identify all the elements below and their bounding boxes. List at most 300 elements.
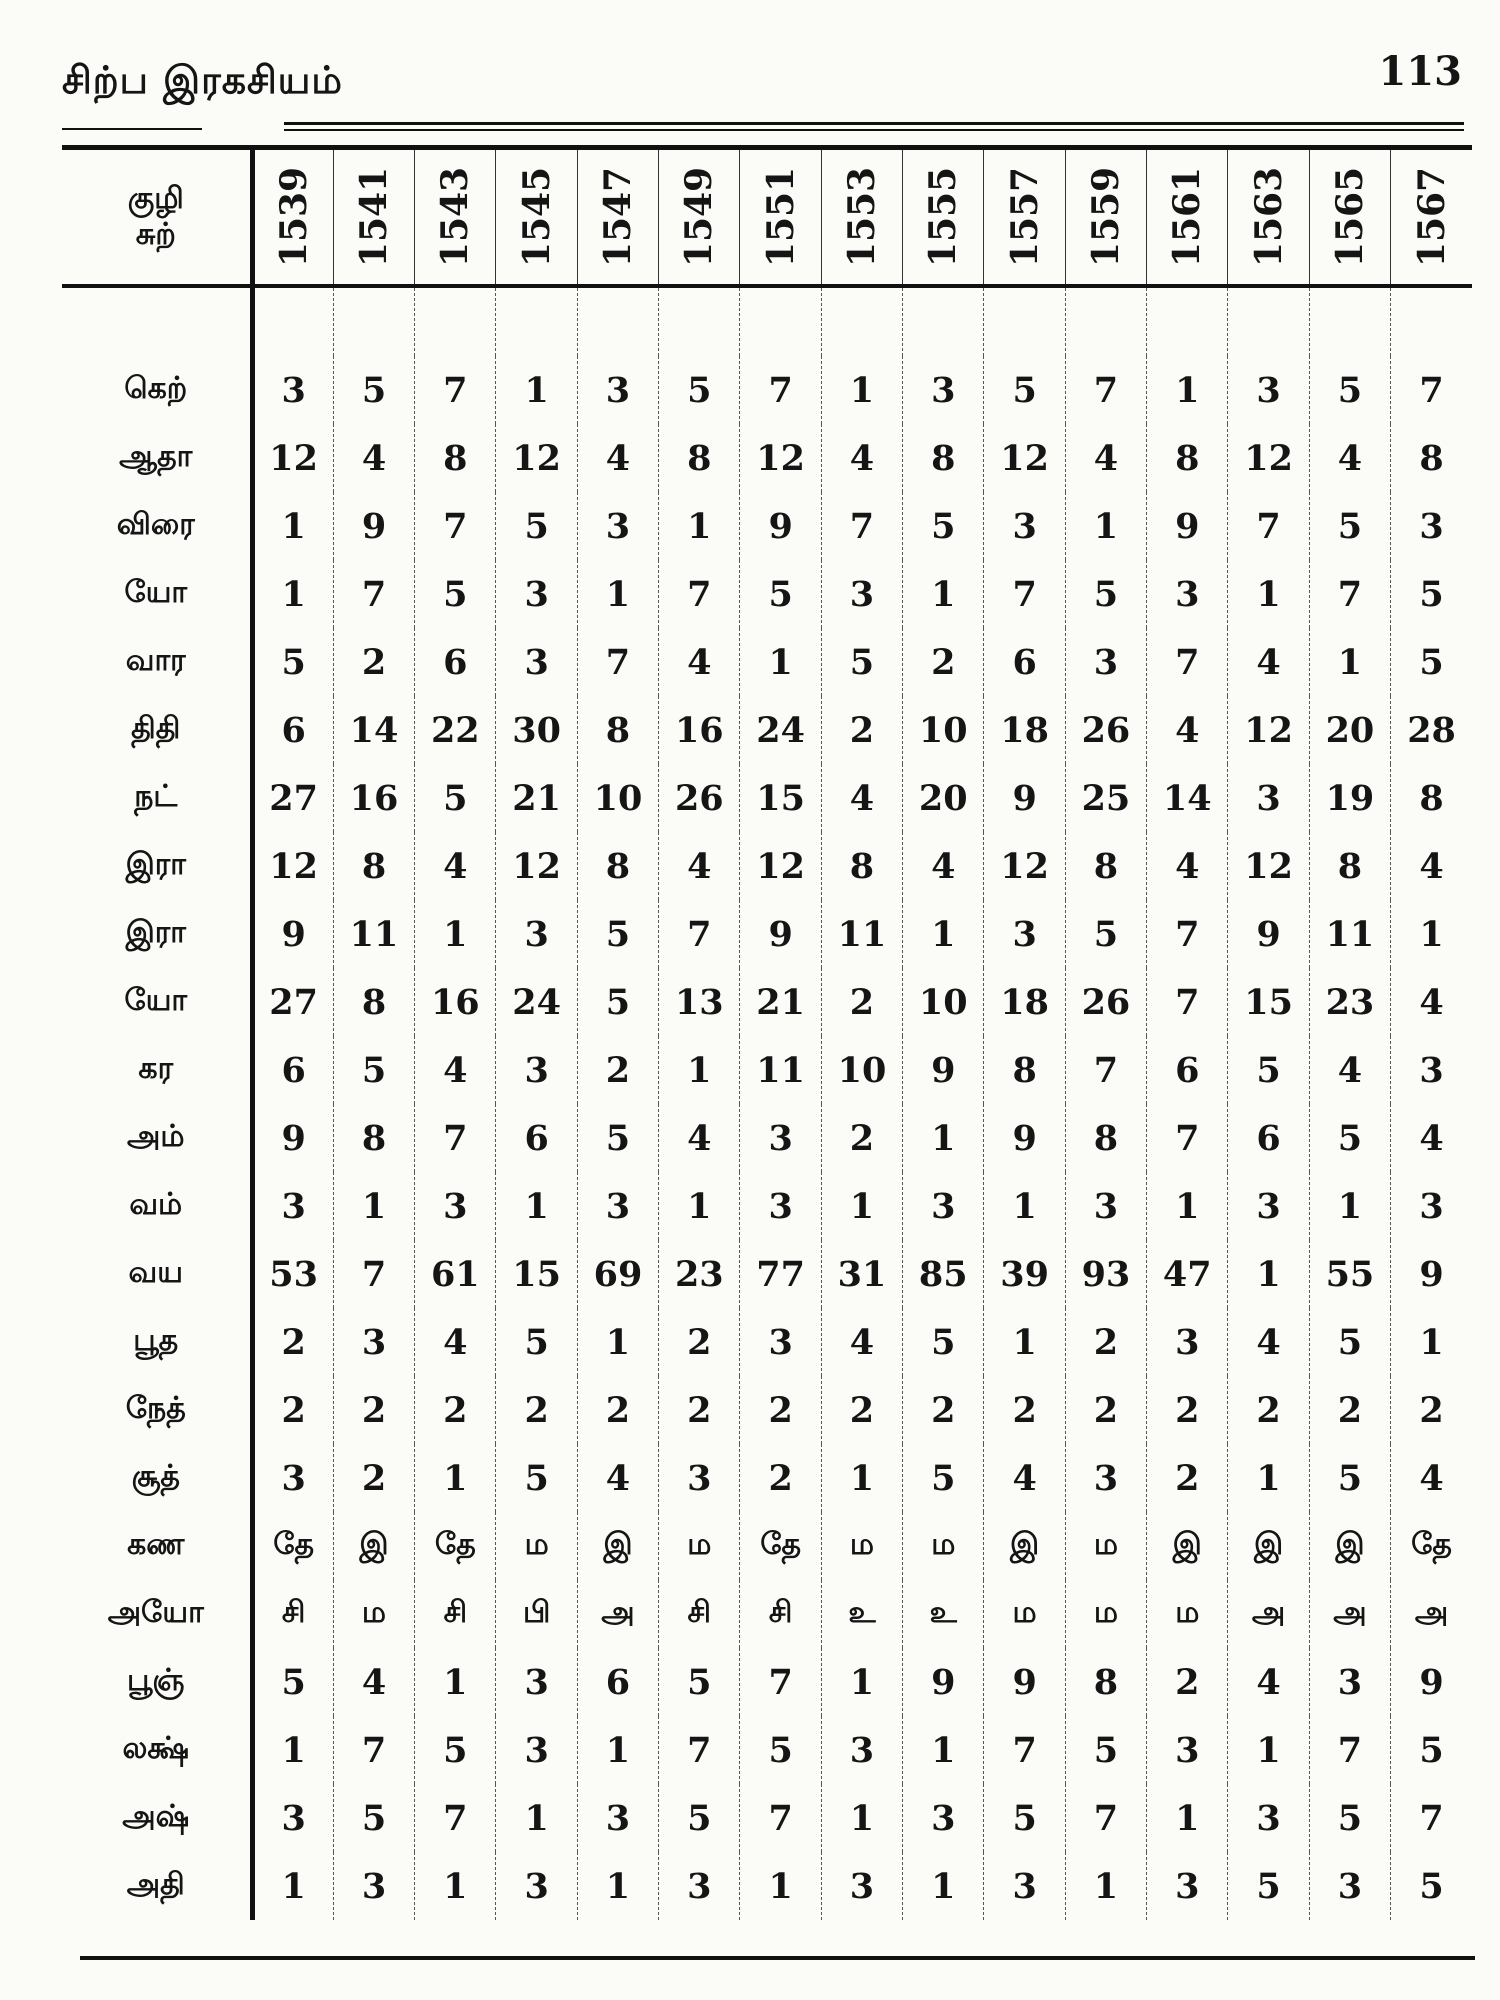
table-cell: 1 [415, 900, 496, 968]
table-cell: 12 [984, 832, 1065, 900]
table-cell: 1 [252, 492, 333, 560]
table-cell: 11 [821, 900, 902, 968]
spacer-cell [1228, 286, 1309, 356]
table-cell: 12 [1228, 832, 1309, 900]
table-cell: 5 [740, 1716, 821, 1784]
table-cell: அ [1309, 1580, 1390, 1648]
table-cell: 2 [1147, 1648, 1228, 1716]
table-cell: 2 [1147, 1444, 1228, 1512]
table-cell: 5 [1228, 1852, 1309, 1920]
table-row [62, 764, 1472, 832]
table-cell: 22 [415, 696, 496, 764]
table-cell: 8 [821, 832, 902, 900]
table-cell: 1 [1228, 560, 1309, 628]
year-label: 1551 [759, 166, 802, 268]
table-cell: 18 [984, 968, 1065, 1036]
table-cell: 3 [821, 560, 902, 628]
table-cell: 1 [1147, 356, 1228, 424]
table-cell: 3 [1309, 1852, 1390, 1920]
table-cell: 2 [1065, 1376, 1146, 1444]
table-cell: 9 [1391, 1648, 1472, 1716]
table-cell: 7 [659, 1716, 740, 1784]
table-cell: 5 [415, 1716, 496, 1784]
table-cell: 26 [659, 764, 740, 832]
row-label: லக்ஷ் [62, 1716, 252, 1784]
table-cell: 5 [415, 764, 496, 832]
table-cell: 1 [1228, 1444, 1309, 1512]
table-cell: 1 [577, 1308, 658, 1376]
table-cell: 3 [1228, 356, 1309, 424]
table-cell: 4 [821, 1308, 902, 1376]
table-cell: 1 [659, 492, 740, 560]
table-cell: 6 [496, 1104, 577, 1172]
table-row [62, 1376, 1472, 1444]
table-cell: 1 [333, 1172, 414, 1240]
spacer-cell [577, 286, 658, 356]
table-cell: தே [252, 1512, 333, 1580]
year-header [1065, 150, 1146, 286]
table-cell: 1 [577, 1716, 658, 1784]
table-cell: 4 [1309, 424, 1390, 492]
row-label: வார [62, 628, 252, 696]
table-row [62, 696, 1472, 764]
table-cell: அ [1391, 1580, 1472, 1648]
table-cell: 1 [903, 1104, 984, 1172]
table-cell: 11 [333, 900, 414, 968]
table-cell: 3 [577, 356, 658, 424]
table-cell: 5 [1391, 560, 1472, 628]
table-cell: 25 [1065, 764, 1146, 832]
table-cell: 12 [1228, 424, 1309, 492]
table-cell: 9 [333, 492, 414, 560]
table-cell: 69 [577, 1240, 658, 1308]
table-cell: 2 [333, 628, 414, 696]
table-cell: 3 [496, 560, 577, 628]
year-label: 1545 [515, 166, 558, 268]
table-cell: 5 [659, 1648, 740, 1716]
table-cell: 7 [1147, 1104, 1228, 1172]
table-row [62, 1716, 1472, 1784]
year-label: 1543 [434, 166, 477, 268]
table-cell: 2 [1065, 1308, 1146, 1376]
table-cell: 5 [984, 356, 1065, 424]
table-cell: 7 [415, 356, 496, 424]
table-cell: 8 [984, 1036, 1065, 1104]
table-cell: 3 [740, 1104, 821, 1172]
table-cell: 7 [1309, 1716, 1390, 1784]
table-cell: 8 [1309, 832, 1390, 900]
table-cell: 3 [903, 1172, 984, 1240]
table-cell: 3 [496, 1716, 577, 1784]
table-cell: 3 [577, 1172, 658, 1240]
table-cell: 5 [659, 356, 740, 424]
table-cell: 4 [1391, 1444, 1472, 1512]
table-cell: 5 [1065, 560, 1146, 628]
table-cell: 39 [984, 1240, 1065, 1308]
table-cell: 31 [821, 1240, 902, 1308]
table-cell: 1 [821, 356, 902, 424]
table-cell: 5 [1391, 628, 1472, 696]
year-header [496, 150, 577, 286]
table-row [62, 492, 1472, 560]
table-cell: 3 [577, 1784, 658, 1852]
table-cell: 12 [496, 424, 577, 492]
table-cell: 1 [1391, 1308, 1472, 1376]
table-cell: 2 [821, 1376, 902, 1444]
table-row [62, 832, 1472, 900]
table-cell: 1 [496, 356, 577, 424]
table-cell: 16 [659, 696, 740, 764]
table-cell: 8 [1065, 1104, 1146, 1172]
table-cell: 13 [659, 968, 740, 1036]
table-cell: 3 [252, 1444, 333, 1512]
table-cell: 5 [496, 1444, 577, 1512]
table-cell: உ [903, 1580, 984, 1648]
table-cell: 4 [415, 1036, 496, 1104]
year-label: 1557 [1003, 166, 1046, 268]
table-cell: 16 [333, 764, 414, 832]
table-cell: 9 [903, 1648, 984, 1716]
table-cell: 3 [821, 1852, 902, 1920]
table-cell: 9 [740, 492, 821, 560]
table-cell: 2 [821, 696, 902, 764]
table-cell: 3 [659, 1444, 740, 1512]
table-cell: 4 [333, 424, 414, 492]
row-label: கெற் [62, 356, 252, 424]
table-cell: 4 [659, 832, 740, 900]
table-cell: 10 [903, 968, 984, 1036]
table-cell: 1 [252, 1852, 333, 1920]
table-cell: 7 [984, 1716, 1065, 1784]
corner-label-line1: குழி [127, 181, 184, 216]
table-cell: இ [1309, 1512, 1390, 1580]
table-cell: 5 [496, 1308, 577, 1376]
table-cell: 4 [1065, 424, 1146, 492]
table-cell: 5 [333, 1784, 414, 1852]
year-header [415, 150, 496, 286]
table-cell: 8 [1391, 424, 1472, 492]
table-cell: 3 [903, 1784, 984, 1852]
table-cell: 1 [984, 1308, 1065, 1376]
table-cell: 5 [821, 628, 902, 696]
table-cell: 1 [1228, 1240, 1309, 1308]
spacer-row [62, 286, 1472, 356]
year-header [1228, 150, 1309, 286]
table-cell: 1 [577, 560, 658, 628]
table-row [62, 1240, 1472, 1308]
table-cell: 2 [1391, 1376, 1472, 1444]
table-cell: 10 [577, 764, 658, 832]
table-cell: 1 [903, 900, 984, 968]
table-cell: 5 [1228, 1036, 1309, 1104]
table-cell: 28 [1391, 696, 1472, 764]
table-cell: 1 [496, 1172, 577, 1240]
table-cell: 9 [984, 1104, 1065, 1172]
table-cell: ம [1065, 1512, 1146, 1580]
table-cell: 12 [252, 424, 333, 492]
table-cell: 3 [740, 1172, 821, 1240]
table-cell: 8 [415, 424, 496, 492]
table-cell: 3 [496, 628, 577, 696]
table-row [62, 1512, 1472, 1580]
table-bottom-rule [80, 1956, 1475, 1960]
year-header [659, 150, 740, 286]
table-cell: பி [496, 1580, 577, 1648]
table-cell: 1 [1147, 1784, 1228, 1852]
table-cell: 3 [333, 1852, 414, 1920]
table-cell: 1 [415, 1444, 496, 1512]
table-cell: தே [415, 1512, 496, 1580]
table-cell: 2 [1228, 1376, 1309, 1444]
table-cell: 1 [984, 1172, 1065, 1240]
row-label: இரா [62, 900, 252, 968]
table-cell: 2 [252, 1376, 333, 1444]
table-cell: 2 [415, 1376, 496, 1444]
table-cell: 4 [1309, 1036, 1390, 1104]
table-row [62, 1580, 1472, 1648]
year-label: 1563 [1247, 166, 1290, 268]
table-cell: ம [821, 1512, 902, 1580]
table-cell: 3 [1147, 1308, 1228, 1376]
year-header [577, 150, 658, 286]
year-label: 1567 [1410, 166, 1453, 268]
table-cell: 5 [1309, 1444, 1390, 1512]
table-cell: 30 [496, 696, 577, 764]
table-cell: 2 [252, 1308, 333, 1376]
table-cell: 85 [903, 1240, 984, 1308]
table-cell: உ [821, 1580, 902, 1648]
table-cell: 6 [1228, 1104, 1309, 1172]
year-label: 1565 [1328, 166, 1371, 268]
table-cell: 7 [577, 628, 658, 696]
row-label: யோ [62, 968, 252, 1036]
table-cell: 14 [1147, 764, 1228, 832]
table-cell: 9 [1228, 900, 1309, 968]
table-cell: 8 [659, 424, 740, 492]
table-cell: 2 [903, 628, 984, 696]
row-label: பூஞ் [62, 1648, 252, 1716]
table-cell: 1 [1309, 628, 1390, 696]
table-cell: 3 [1391, 1172, 1472, 1240]
table-cell: 5 [252, 628, 333, 696]
table-cell: 4 [415, 1308, 496, 1376]
table-cell: 8 [1147, 424, 1228, 492]
year-label: 1555 [922, 166, 965, 268]
table-cell: 7 [1065, 1784, 1146, 1852]
table-row [62, 628, 1472, 696]
table-cell: 3 [1065, 628, 1146, 696]
table-row [62, 968, 1472, 1036]
header-rule-lower [284, 129, 1464, 131]
table-cell: 4 [415, 832, 496, 900]
table-cell: இ [1228, 1512, 1309, 1580]
header-rule-upper [284, 122, 1464, 125]
table-cell: 20 [1309, 696, 1390, 764]
year-label: 1541 [352, 166, 395, 268]
table-cell: 7 [333, 1716, 414, 1784]
table-cell: 2 [333, 1376, 414, 1444]
spacer-cell [62, 286, 252, 356]
table-cell: 3 [1147, 560, 1228, 628]
table-cell: 4 [1228, 1648, 1309, 1716]
table-cell: 7 [821, 492, 902, 560]
table-cell: 3 [496, 900, 577, 968]
table-cell: 3 [252, 1172, 333, 1240]
table-cell: 4 [1147, 832, 1228, 900]
table-cell: 1 [903, 1716, 984, 1784]
table-cell: 2 [903, 1376, 984, 1444]
table-cell: 3 [496, 1036, 577, 1104]
table-cell: 4 [1228, 628, 1309, 696]
row-label: சூத் [62, 1444, 252, 1512]
table-cell: 11 [1309, 900, 1390, 968]
table-cell: 7 [333, 560, 414, 628]
table-cell: 7 [1228, 492, 1309, 560]
table-cell: 2 [740, 1444, 821, 1512]
table-cell: 3 [984, 1852, 1065, 1920]
row-label: கண [62, 1512, 252, 1580]
table-cell: 7 [659, 560, 740, 628]
table-cell: 15 [1228, 968, 1309, 1036]
table-cell: 23 [1309, 968, 1390, 1036]
table-cell: 5 [252, 1648, 333, 1716]
table-cell: 93 [1065, 1240, 1146, 1308]
table-cell: 5 [659, 1784, 740, 1852]
corner-label-line2: சுற் [135, 217, 176, 252]
table-cell: ம [333, 1580, 414, 1648]
table-cell: ம [1147, 1580, 1228, 1648]
row-label: ஆதா [62, 424, 252, 492]
year-header [1309, 150, 1390, 286]
header-rule-short [62, 128, 202, 130]
table-cell: 3 [903, 356, 984, 424]
table-cell: 1 [1065, 492, 1146, 560]
table-cell: 27 [252, 764, 333, 832]
table-cell: 9 [1147, 492, 1228, 560]
table-cell: 7 [415, 1784, 496, 1852]
spacer-cell [984, 286, 1065, 356]
table-cell: ம [659, 1512, 740, 1580]
year-header [984, 150, 1065, 286]
row-label: யோ [62, 560, 252, 628]
table-cell: 3 [1147, 1852, 1228, 1920]
book-title: சிற்ப இரகசியம் [62, 58, 343, 102]
table-cell: 53 [252, 1240, 333, 1308]
table-cell: 2 [333, 1444, 414, 1512]
table-cell: 8 [333, 832, 414, 900]
table-cell: 9 [252, 1104, 333, 1172]
table-cell: 2 [1147, 1376, 1228, 1444]
table-cell: 8 [1065, 1648, 1146, 1716]
table-row [62, 1172, 1472, 1240]
table-cell: 2 [740, 1376, 821, 1444]
table-cell: 1 [740, 628, 821, 696]
table-row [62, 1308, 1472, 1376]
table-cell: 1 [821, 1444, 902, 1512]
table-cell: 3 [740, 1308, 821, 1376]
table-cell: 5 [1309, 1104, 1390, 1172]
table-cell: 1 [577, 1852, 658, 1920]
table-cell: 4 [1391, 968, 1472, 1036]
table-cell: 4 [659, 628, 740, 696]
spacer-cell [496, 286, 577, 356]
table-cell: 7 [984, 560, 1065, 628]
spacer-cell [659, 286, 740, 356]
table-cell: இ [984, 1512, 1065, 1580]
spacer-cell [740, 286, 821, 356]
table-cell: 5 [903, 1308, 984, 1376]
table-cell: 5 [577, 1104, 658, 1172]
row-label: அம் [62, 1104, 252, 1172]
year-header [333, 150, 414, 286]
table-cell: 5 [333, 1036, 414, 1104]
table-cell: 7 [1147, 968, 1228, 1036]
table-cell: 6 [984, 628, 1065, 696]
table-cell: 5 [577, 900, 658, 968]
table-cell: 18 [984, 696, 1065, 764]
table-cell: 3 [1065, 1172, 1146, 1240]
table-cell: 3 [984, 492, 1065, 560]
spacer-cell [821, 286, 902, 356]
table-cell: 3 [252, 356, 333, 424]
table-cell: 10 [821, 1036, 902, 1104]
table-cell: 2 [1309, 1376, 1390, 1444]
table-cell: 21 [740, 968, 821, 1036]
table-cell: 4 [984, 1444, 1065, 1512]
table-cell: 77 [740, 1240, 821, 1308]
table-cell: 24 [496, 968, 577, 1036]
table-cell: 1 [659, 1172, 740, 1240]
table-cell: 5 [577, 968, 658, 1036]
table-cell: 12 [1228, 696, 1309, 764]
year-header [1391, 150, 1472, 286]
table-cell: 1 [903, 1852, 984, 1920]
table-cell: 7 [740, 1784, 821, 1852]
spacer-cell [1309, 286, 1390, 356]
table-cell: 4 [659, 1104, 740, 1172]
corner-label [62, 150, 252, 286]
table-cell: 1 [821, 1784, 902, 1852]
spacer-cell [415, 286, 496, 356]
table-cell: 9 [740, 900, 821, 968]
table-cell: 1 [1228, 1716, 1309, 1784]
table-cell: 1 [1147, 1172, 1228, 1240]
table-cell: 16 [415, 968, 496, 1036]
row-label: அயோ [62, 1580, 252, 1648]
table-cell: 6 [252, 1036, 333, 1104]
table-cell: ம [903, 1512, 984, 1580]
table-cell: 9 [1391, 1240, 1472, 1308]
spacer-cell [1065, 286, 1146, 356]
table-cell: 1 [252, 560, 333, 628]
table-cell: 27 [252, 968, 333, 1036]
year-header [740, 150, 821, 286]
table-cell: 3 [1065, 1444, 1146, 1512]
table-cell: 5 [1309, 356, 1390, 424]
table-cell: 4 [577, 424, 658, 492]
table-cell: 8 [333, 968, 414, 1036]
table-cell: 8 [333, 1104, 414, 1172]
table-cell: 1 [740, 1852, 821, 1920]
table-cell: 2 [821, 1104, 902, 1172]
table-cell: 7 [415, 492, 496, 560]
table-cell: 5 [1309, 1784, 1390, 1852]
table-cell: 8 [577, 696, 658, 764]
table-cell: 20 [903, 764, 984, 832]
table-cell: 3 [984, 900, 1065, 968]
row-label: திதி [62, 696, 252, 764]
table-cell: 12 [984, 424, 1065, 492]
